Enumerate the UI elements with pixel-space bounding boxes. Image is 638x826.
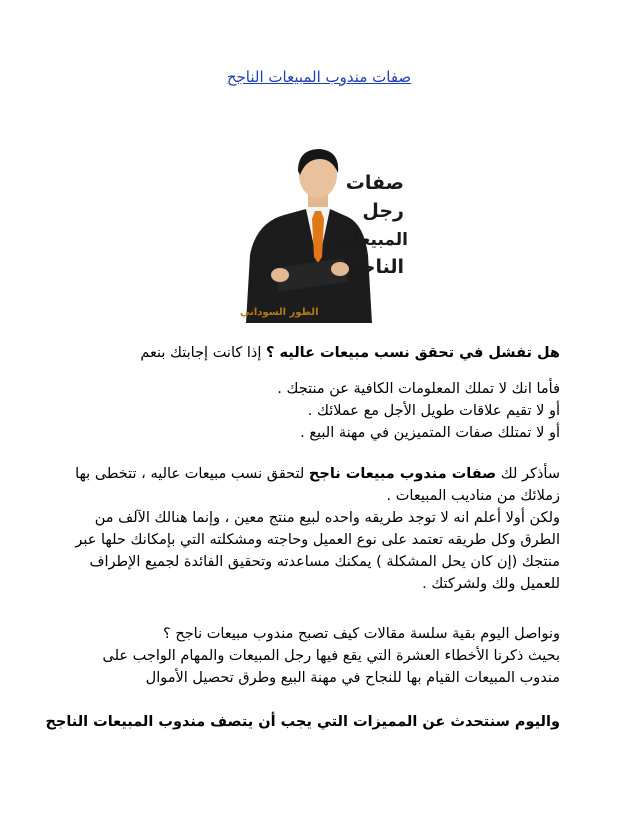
para2-line-1: ونواصل اليوم بقية سلسة مقالات كيف تصبح مندوب مبيعات ناجح ؟ (163, 626, 560, 642)
question-bold: هل تفشل في تحقق نسب مبيعات عاليه ؟ (266, 345, 560, 361)
overlay-line-1: صفات (345, 172, 404, 194)
overlay-line-3: المبيعات (337, 230, 408, 250)
overlay-line-2: رجل (362, 200, 404, 222)
overlay-line-4: الناجح (348, 256, 404, 278)
para1-line-4: الطرق وكل طريقه تعتمد على نوع العميل وحاجته ومشكلته التي بإمكانك حلها عبر (75, 532, 560, 548)
para1-line-1 (70, 463, 560, 485)
question-line (140, 342, 560, 364)
para1-line1-post: لتحقق نسب مبيعات عاليه ، تتخطى بها (75, 466, 309, 482)
reason-line-3: أو لا تمتلك صفات المتميزين في مهنة البيع . (300, 425, 560, 441)
salesman-image (236, 145, 414, 323)
para1-line-2: زملائك من مناديب المبيعات . (386, 488, 560, 504)
para1-line-3: ولكن أولا أعلم انه لا توجد طريقه واحده لبيع منتج معين ، وإنما هنالك الآلف من (94, 510, 560, 526)
document-title: صفات مندوب المبيعات الناجح (226, 68, 412, 86)
salesman-illustration (236, 145, 414, 323)
para1-line-5: منتجك (إن كان يحل المشكلة ) يمكنك مساعدته وتحقيق الفائدة لجميع الإطراف (89, 554, 560, 570)
para1-line1-pre: سأذكر لك (496, 466, 560, 482)
closing-line: واليوم سنتحدث عن المميزات التي يجب أن يتصف مندوب المبيعات الناجح (45, 714, 560, 730)
para2-line-3: مندوب المبيعات القيام بها للنجاح في مهنة البيع وطرق تحصيل الأموال (145, 670, 560, 686)
para1-line-6: للعميل ولك ولشركتك . (422, 576, 560, 592)
reason-line-1: فأما انك لا تملك المعلومات الكافية عن منتجك . (277, 381, 560, 397)
reason-line-2: أو لا تقيم علاقات طويل الأجل مع عملائك . (307, 403, 560, 419)
question-rest: إذا كانت إجابتك بنعم (140, 345, 262, 361)
para2-line-2: بحيث ذكرنا الأخطاء العشرة التي يقع فيها رجل المبيعات والمهام الواجب على (102, 648, 560, 664)
para1-line1-bold: صفات مندوب مبيعات ناجح (308, 466, 497, 482)
watermark-text: الطور السوداني (240, 307, 319, 318)
